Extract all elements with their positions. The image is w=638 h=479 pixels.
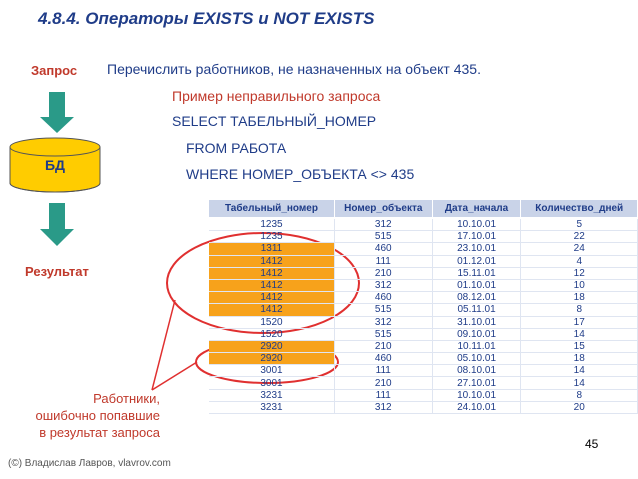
table-cell: 12 — [521, 267, 638, 279]
table-row — [209, 279, 638, 291]
result-table — [209, 200, 638, 414]
sql-select-line: SELECT ТАБЕЛЬНЫЙ_НОМЕР — [172, 113, 377, 129]
table-cell: 18 — [521, 353, 638, 365]
slide-title: 4.8.4. Операторы EXISTS и NOT EXISTS — [38, 9, 375, 28]
table-cell: 23.10.01 — [432, 243, 521, 255]
table-cell: 1235 — [209, 231, 334, 243]
table-cell: 14 — [521, 365, 638, 377]
table-cell: 111 — [334, 365, 432, 377]
table-cell: 3001 — [209, 377, 334, 389]
table-cell: 08.12.01 — [432, 292, 521, 304]
column-header: Табельный_номер — [209, 200, 334, 218]
table-cell: 8 — [521, 389, 638, 401]
table-cell: 05.10.01 — [432, 353, 521, 365]
sql-where-line: WHERE НОМЕР_ОБЪЕКТА <> 435 — [186, 166, 415, 182]
table-cell: 15.11.01 — [432, 267, 521, 279]
table-cell: 4 — [521, 255, 638, 267]
table-cell: 1412 — [209, 304, 334, 316]
table-cell: 17.10.01 — [432, 231, 521, 243]
table-cell: 20 — [521, 401, 638, 413]
table-cell: 515 — [334, 328, 432, 340]
table-cell: 10.11.01 — [432, 340, 521, 352]
table-cell: 3231 — [209, 401, 334, 413]
table-cell: 1311 — [209, 243, 334, 255]
table-row — [209, 316, 638, 328]
table-cell: 460 — [334, 292, 432, 304]
table-cell: 31.10.01 — [432, 316, 521, 328]
table-row — [209, 255, 638, 267]
connector-line — [152, 300, 175, 390]
table-cell: 10.10.01 — [432, 218, 521, 231]
table-row — [209, 389, 638, 401]
table-cell: 10 — [521, 279, 638, 291]
note-line: в результат запроса — [39, 425, 160, 440]
table-row — [209, 231, 638, 243]
arrow-down-icon — [40, 203, 74, 246]
table-cell: 2920 — [209, 353, 334, 365]
table-cell: 3231 — [209, 389, 334, 401]
table-cell: 3001 — [209, 365, 334, 377]
table-cell: 10.10.01 — [432, 389, 521, 401]
table-row — [209, 377, 638, 389]
table-cell: 01.12.01 — [432, 255, 521, 267]
example-label: Пример неправильного запроса — [172, 88, 381, 104]
table-cell: 22 — [521, 231, 638, 243]
annotation-note — [12, 390, 160, 441]
table-cell: 312 — [334, 218, 432, 231]
page-number: 45 — [585, 437, 599, 451]
table-row — [209, 401, 638, 413]
table-row — [209, 353, 638, 365]
table-cell: 312 — [334, 279, 432, 291]
footer-copyright: (©) Владислав Лавров, vlavrov.com — [8, 458, 171, 469]
table-row — [209, 304, 638, 316]
table-body — [209, 218, 638, 414]
arrow-down-icon — [40, 92, 74, 133]
table-cell: 05.11.01 — [432, 304, 521, 316]
table-cell: 210 — [334, 340, 432, 352]
note-line: Работники, — [93, 391, 160, 406]
table-row — [209, 267, 638, 279]
table-cell: 312 — [334, 401, 432, 413]
request-text: Перечислить работников, не назначенных на объект 435. — [107, 61, 481, 77]
table-cell: 460 — [334, 353, 432, 365]
column-header: Дата_начала — [432, 200, 521, 218]
table-cell: 24 — [521, 243, 638, 255]
db-label: БД — [44, 157, 66, 173]
table-cell: 27.10.01 — [432, 377, 521, 389]
table-cell: 111 — [334, 255, 432, 267]
table-row — [209, 365, 638, 377]
table-row — [209, 340, 638, 352]
result-label: Результат — [25, 264, 89, 279]
table-cell: 15 — [521, 340, 638, 352]
table-cell: 210 — [334, 267, 432, 279]
table-row — [209, 292, 638, 304]
table-cell: 210 — [334, 377, 432, 389]
note-line: ошибочно попавшие — [35, 408, 160, 423]
table-row — [209, 243, 638, 255]
table-cell: 312 — [334, 316, 432, 328]
request-label: Запрос — [31, 63, 78, 78]
table-cell: 1412 — [209, 292, 334, 304]
table-cell: 14 — [521, 328, 638, 340]
table-cell: 111 — [334, 389, 432, 401]
table-cell: 1235 — [209, 218, 334, 231]
table-cell: 14 — [521, 377, 638, 389]
column-header: Номер_объекта — [334, 200, 432, 218]
table-cell: 515 — [334, 231, 432, 243]
table-row — [209, 328, 638, 340]
table-header-row — [209, 200, 638, 218]
table-cell: 18 — [521, 292, 638, 304]
table-cell: 1520 — [209, 316, 334, 328]
table-cell: 2920 — [209, 340, 334, 352]
table-cell: 515 — [334, 304, 432, 316]
column-header: Количество_дней — [521, 200, 638, 218]
table-row — [209, 218, 638, 231]
sql-from-line: FROM РАБОТА — [186, 140, 287, 156]
table-cell: 1412 — [209, 279, 334, 291]
table-cell: 17 — [521, 316, 638, 328]
table-cell: 1412 — [209, 255, 334, 267]
table-cell: 09.10.01 — [432, 328, 521, 340]
table-cell: 460 — [334, 243, 432, 255]
table-cell: 01.10.01 — [432, 279, 521, 291]
table-cell: 8 — [521, 304, 638, 316]
table-cell: 1520 — [209, 328, 334, 340]
table-cell: 5 — [521, 218, 638, 231]
table-cell: 08.10.01 — [432, 365, 521, 377]
table-cell: 1412 — [209, 267, 334, 279]
table-cell: 24.10.01 — [432, 401, 521, 413]
